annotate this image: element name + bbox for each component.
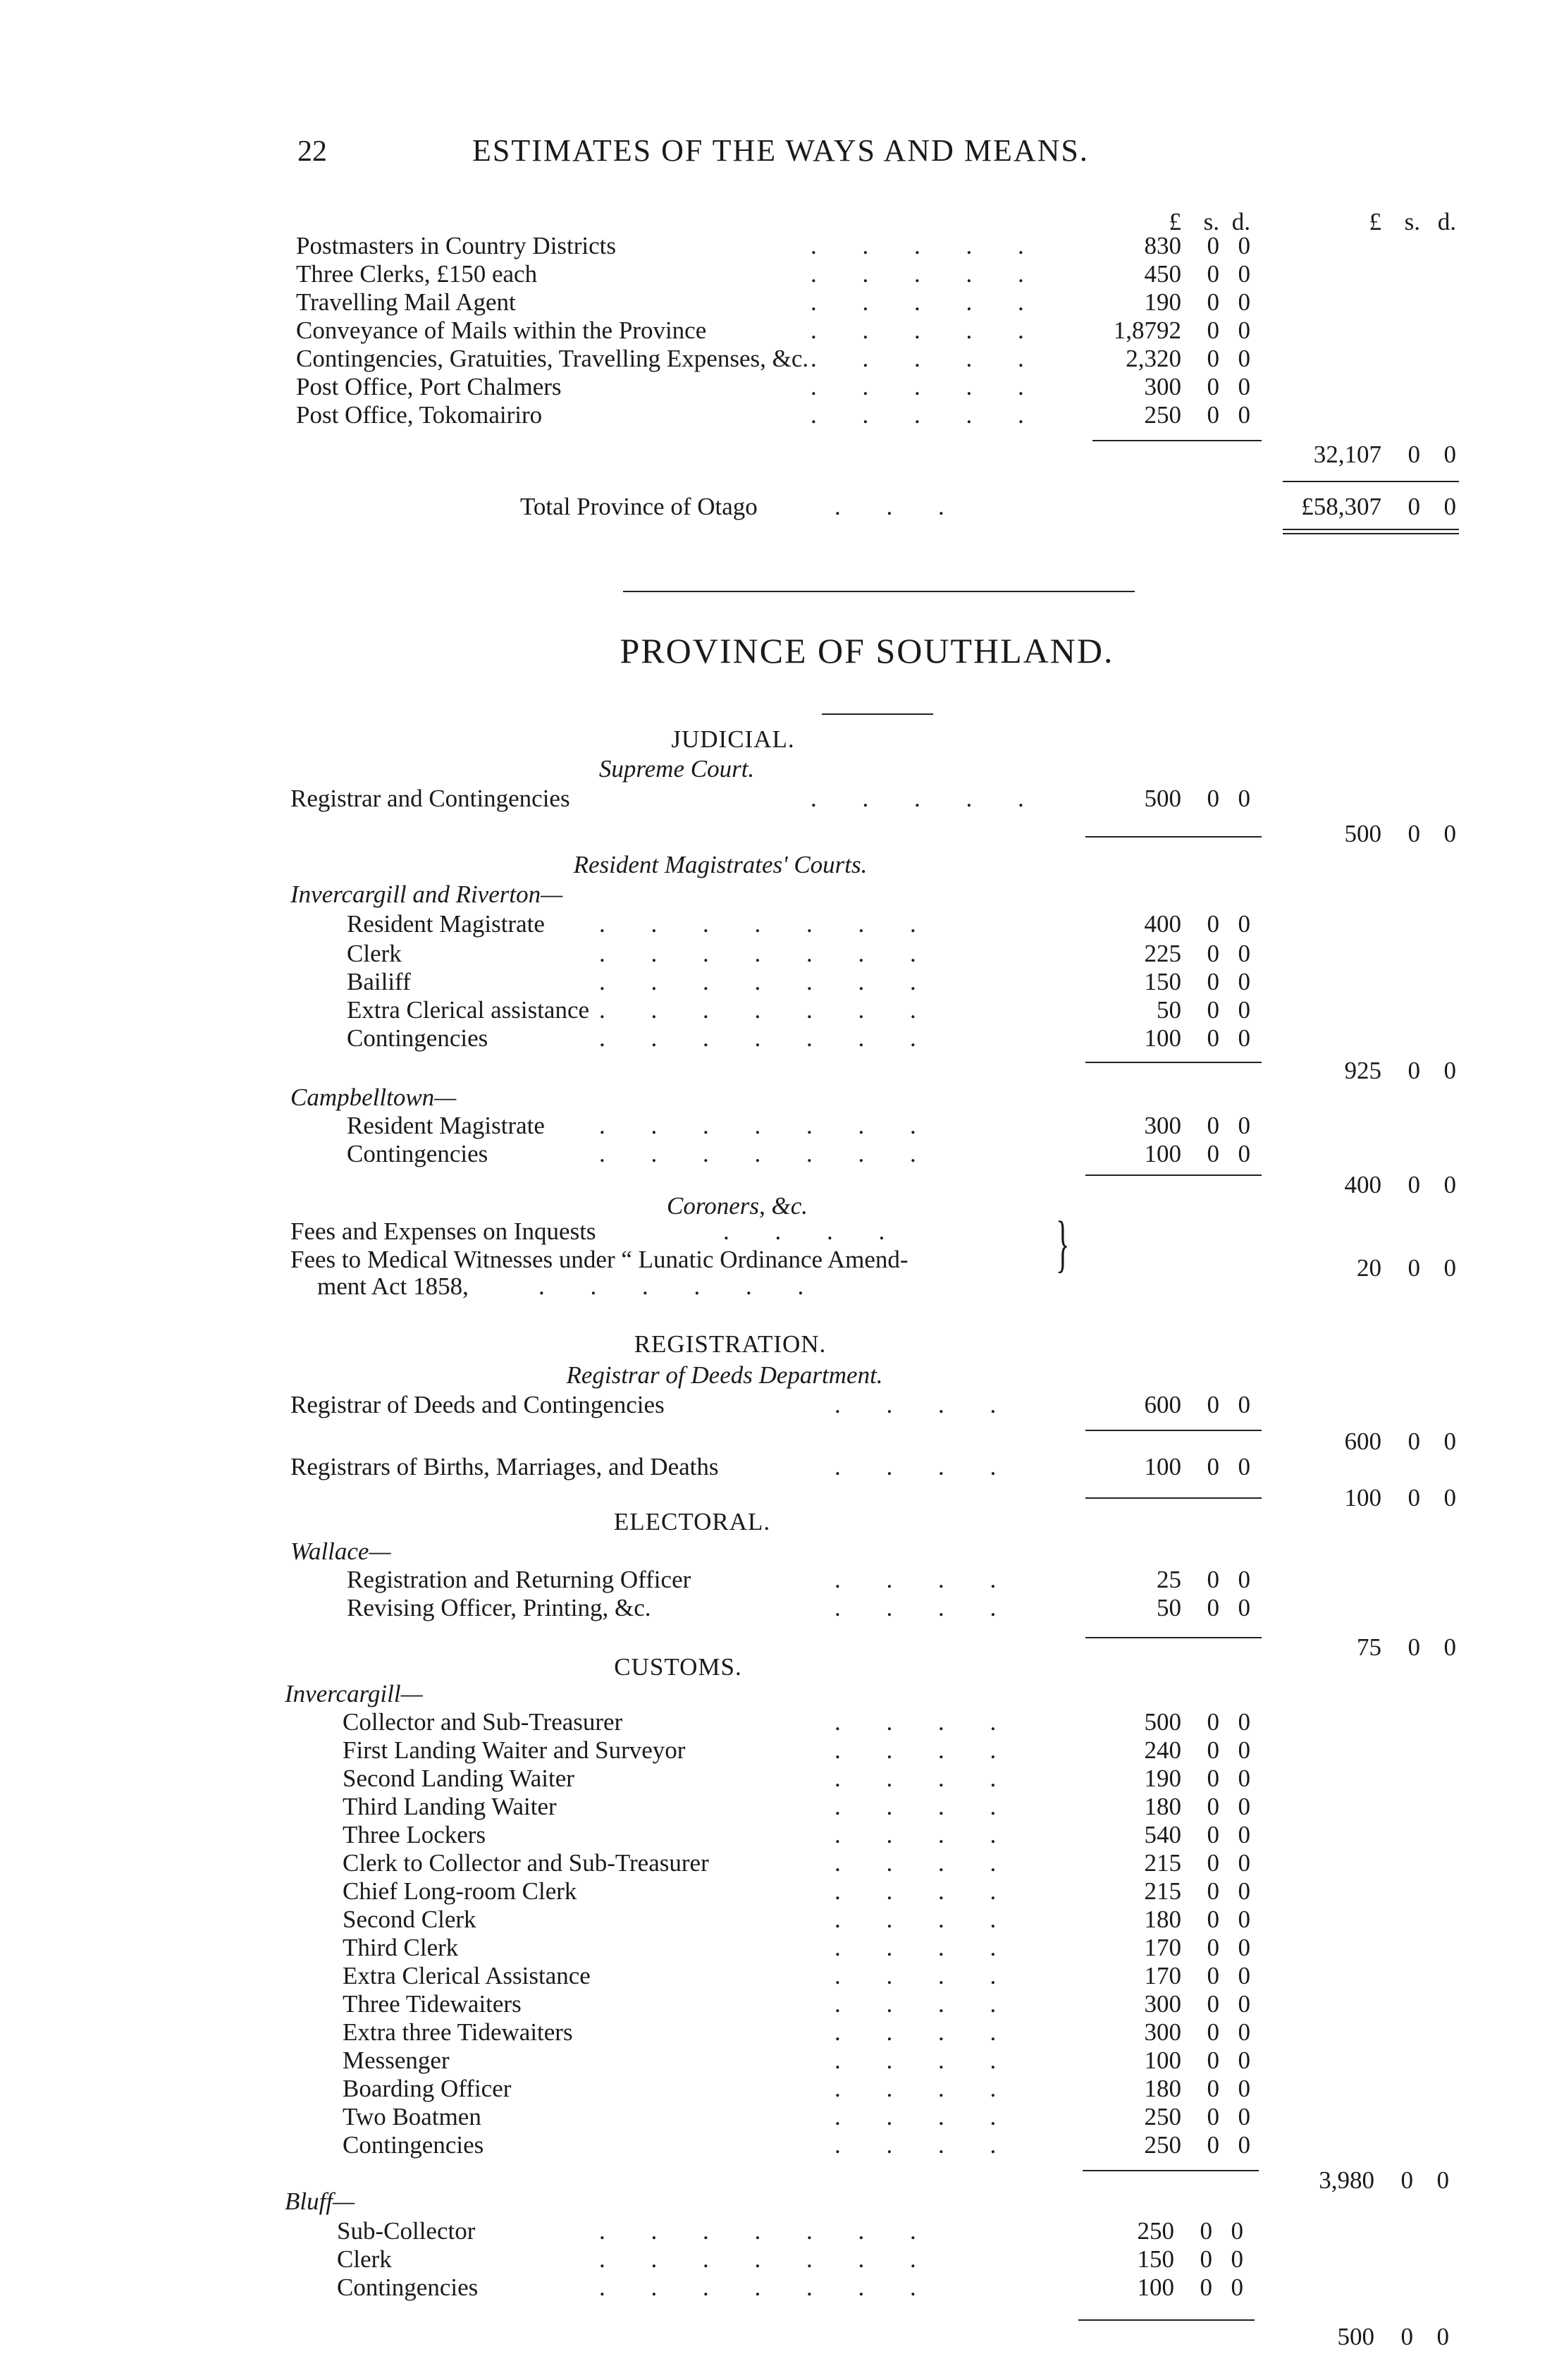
subtotal-rule (1083, 2170, 1259, 2171)
line-item-label: Contingencies, Gratuities, Travelling Expenses, &c. (296, 345, 809, 372)
leader-dots: . . . . . . . (599, 968, 916, 995)
leader-dots: . . . . . . (538, 1272, 804, 1300)
line-item-pounds: 225 (1144, 940, 1181, 967)
otago-subtotal-shillings: 0 (1408, 441, 1420, 468)
line-item-label: Postmasters in Country Districts (296, 232, 617, 259)
subtotal-rule (1085, 1174, 1262, 1176)
line-item-pounds: 240 (1144, 1736, 1181, 1764)
line-item-label: Contingencies (337, 2274, 479, 2301)
line-item-label: Second Landing Waiter (343, 1765, 574, 1792)
leader-dots: . . . . (834, 1708, 997, 1736)
line-item-pounds: 300 (1144, 2018, 1181, 2046)
line-item-pence: 0 (1238, 1934, 1250, 1961)
short-rule (822, 713, 933, 715)
leader-dots: . . . . (834, 1736, 997, 1764)
line-item-pence: 0 (1238, 288, 1250, 316)
line-item-label: Chief Long-room Clerk (343, 1877, 577, 1905)
total-rule (1283, 481, 1459, 482)
leader-dots: . . . . (834, 1594, 997, 1621)
line-item-shillings: 0 (1207, 968, 1219, 995)
section-heading: CUSTOMS. (614, 1653, 742, 1681)
line-item-pounds: 250 (1144, 2103, 1181, 2130)
line-item-pounds: 100 (1144, 1024, 1181, 1052)
leader-dots: . . . . (834, 2131, 997, 2159)
line-item-shillings: 0 (1207, 1140, 1219, 1167)
line-item-pounds: 25 (1157, 1566, 1181, 1593)
line-item-label: Contingencies (347, 1140, 488, 1167)
header-shilling: s. (1203, 208, 1219, 235)
line-item-pounds: 170 (1144, 1934, 1181, 1961)
line-item-pence: 0 (1238, 2047, 1250, 2074)
line-item-shillings: 0 (1200, 2274, 1212, 2301)
leader-dots: . . . . (723, 1217, 885, 1245)
line-item-pence: 0 (1238, 1594, 1250, 1621)
line-item-shillings: 0 (1207, 260, 1219, 288)
line-item-label: Extra Clerical assistance (347, 996, 590, 1024)
line-item-label: Post Office, Tokomairiro (296, 401, 543, 429)
subtotal-rule (1085, 1430, 1262, 1431)
line-item-shillings: 0 (1207, 1391, 1219, 1418)
total-label: Total Province of Otago (520, 493, 758, 520)
leader-dots: . . . . . . . (599, 940, 916, 967)
line-item-shillings: 0 (1200, 2217, 1212, 2245)
subsection-heading: Resident Magistrates' Courts. (573, 851, 868, 878)
line-item-label: Fees and Expenses on Inquests (290, 1217, 596, 1245)
district-total-pence: 0 (1443, 1171, 1456, 1198)
line-item-pence: 0 (1238, 1962, 1250, 1989)
line-item-shillings: 0 (1207, 2018, 1219, 2046)
line-item-label: Third Landing Waiter (343, 1793, 557, 1820)
line-item-pence: 0 (1238, 317, 1250, 344)
subtotal-rule (1078, 2319, 1255, 2321)
line-item-pounds: 180 (1144, 1906, 1181, 1933)
line-item-pounds: 50 (1157, 996, 1181, 1024)
line-item-shillings: 0 (1200, 2245, 1212, 2273)
coroners-total-shillings: 0 (1408, 1254, 1420, 1282)
line-item-label: Bailiff (347, 968, 411, 995)
line-item-pence: 0 (1238, 968, 1250, 995)
total-double-rule (1283, 529, 1459, 534)
line-item-shillings: 0 (1207, 1962, 1219, 1989)
header-shilling: s. (1404, 208, 1420, 235)
line-item-pounds: 540 (1144, 1821, 1181, 1848)
line-item-shillings: 0 (1207, 345, 1219, 372)
line-item-shillings: 0 (1207, 1821, 1219, 1848)
district-total-shillings: 0 (1408, 1057, 1420, 1084)
line-item-pence: 0 (1238, 785, 1250, 812)
line-item-pence: 0 (1238, 1140, 1250, 1167)
line-item-shillings: 0 (1207, 288, 1219, 316)
line-item-shillings: 0 (1207, 232, 1219, 259)
line-item-pence: 0 (1238, 1391, 1250, 1418)
leader-dots: . . . . . . . (599, 1140, 916, 1167)
header-pence: d. (1231, 208, 1250, 235)
line-item-label: Sub-Collector (337, 2217, 476, 2245)
section-heading: ELECTORAL. (613, 1508, 771, 1535)
leader-dots: . . . . . . . (599, 1112, 916, 1139)
customs-invercargill-total-pence: 0 (1436, 2166, 1449, 2194)
line-item-pence: 0 (1231, 2217, 1243, 2245)
line-item-shillings: 0 (1207, 1765, 1219, 1792)
total-shillings: 0 (1408, 820, 1420, 847)
district-heading: Invercargill— (285, 1680, 423, 1707)
leader-dots: . . . . . (811, 232, 1024, 259)
line-item-pence: 0 (1238, 2075, 1250, 2102)
otago-total-shillings: 0 (1408, 493, 1420, 520)
total-shillings: 0 (1408, 1428, 1420, 1455)
subtotal-rule (1085, 1497, 1262, 1499)
subtotal-rule (1085, 836, 1262, 838)
section-heading: JUDICIAL. (671, 725, 795, 753)
header-pound: £ (1169, 208, 1181, 235)
leader-dots: . . . . (834, 1877, 997, 1905)
line-item-shillings: 0 (1207, 1906, 1219, 1933)
line-item-shillings: 0 (1207, 1112, 1219, 1139)
leader-dots: . . . . (834, 1849, 997, 1877)
line-item-label: Collector and Sub-Treasurer (343, 1708, 623, 1736)
line-item-shillings: 0 (1207, 996, 1219, 1024)
line-item-shillings: 0 (1207, 1453, 1219, 1480)
leader-dots: . . . . (834, 1391, 997, 1418)
leader-dots: . . . . (834, 2103, 997, 2130)
line-item-pounds: 250 (1144, 401, 1181, 429)
district-total-pounds: 400 (1344, 1171, 1381, 1198)
customs-invercargill-total-pounds: 3,980 (1319, 2166, 1374, 2194)
line-item-label: Extra three Tidewaiters (343, 2018, 573, 2046)
leader-dots: . . . . . (811, 317, 1024, 344)
line-item-shillings: 0 (1207, 2131, 1219, 2159)
line-item-pounds: 180 (1144, 1793, 1181, 1820)
line-item-pounds: 600 (1144, 1391, 1181, 1418)
leader-dots: . . . . . . . (599, 910, 916, 938)
coroners-total-pounds: 20 (1357, 1254, 1381, 1282)
leader-dots: . . . . (834, 1566, 997, 1593)
leader-dots: . . . . . . . (599, 996, 916, 1024)
line-item-label: Boarding Officer (343, 2075, 512, 2102)
line-item-pence: 0 (1238, 1821, 1250, 1848)
total-pounds: 600 (1344, 1428, 1381, 1455)
line-item-pounds: 170 (1144, 1962, 1181, 1989)
line-item-label: Contingencies (347, 1024, 488, 1052)
customs-bluff-total-pence: 0 (1436, 2323, 1449, 2350)
line-item-pence: 0 (1238, 2131, 1250, 2159)
line-item-label: Three Clerks, £150 each (296, 260, 538, 288)
leader-dots: . . . . (834, 2075, 997, 2102)
subtotal-rule (1085, 1062, 1262, 1063)
total-pounds: 500 (1344, 820, 1381, 847)
line-item-pounds: 190 (1144, 288, 1181, 316)
leader-dots: . . . . . . . (599, 2274, 916, 2301)
customs-bluff-total-shillings: 0 (1400, 2323, 1413, 2350)
line-item-shillings: 0 (1207, 1708, 1219, 1736)
line-item-pence: 0 (1238, 1877, 1250, 1905)
line-item-pence: 0 (1238, 2018, 1250, 2046)
otago-total-pence: 0 (1443, 493, 1456, 520)
line-item-pounds: 500 (1144, 785, 1181, 812)
line-item-pence: 0 (1238, 401, 1250, 429)
subtotal-rule (1092, 440, 1262, 441)
leader-dots: . . . . . . . (599, 2217, 916, 2245)
line-item-label: Resident Magistrate (347, 910, 545, 938)
district-total-shillings: 0 (1408, 1171, 1420, 1198)
line-item-pence: 0 (1238, 1736, 1250, 1764)
line-item-label: Contingencies (343, 2131, 484, 2159)
line-item-shillings: 0 (1207, 1877, 1219, 1905)
total-pence: 0 (1443, 820, 1456, 847)
district-heading: Campbelltown— (290, 1084, 457, 1111)
leader-dots: . . . . . (811, 401, 1024, 429)
line-item-pounds: 100 (1144, 2047, 1181, 2074)
line-item-label: Post Office, Port Chalmers (296, 373, 562, 400)
customs-invercargill-total-shillings: 0 (1400, 2166, 1413, 2194)
line-item-pounds: 300 (1144, 1990, 1181, 2018)
province-title: PROVINCE OF SOUTHLAND. (620, 631, 1114, 670)
leader-dots: . . . . (834, 1793, 997, 1820)
line-item-pounds: 250 (1137, 2217, 1174, 2245)
line-item-shillings: 0 (1207, 317, 1219, 344)
subsection-heading: Supreme Court. (598, 755, 755, 783)
district-total-pounds: 925 (1344, 1057, 1381, 1084)
line-item-shillings: 0 (1207, 2047, 1219, 2074)
line-item-pounds: 215 (1144, 1877, 1181, 1905)
header-pound: £ (1369, 208, 1381, 235)
line-item-shillings: 0 (1207, 785, 1219, 812)
line-item-label: ment Act 1858, (317, 1272, 469, 1300)
subsection-heading: Registrar of Deeds Department. (566, 1361, 883, 1389)
line-item-label: Travelling Mail Agent (296, 288, 516, 316)
electoral-total-shillings: 0 (1408, 1633, 1420, 1661)
leader-dots: . . . . (834, 1821, 997, 1848)
header-pence: d. (1437, 208, 1456, 235)
otago-total-pounds: £58,307 (1301, 493, 1381, 520)
line-item-label: Registration and Returning Officer (347, 1566, 691, 1593)
line-item-shillings: 0 (1207, 2103, 1219, 2130)
page-number: 22 (297, 135, 327, 168)
line-item-label: First Landing Waiter and Surveyor (343, 1736, 686, 1764)
total-pounds: 100 (1344, 1484, 1381, 1511)
total-pence: 0 (1443, 1428, 1456, 1455)
line-item-pounds: 300 (1144, 373, 1181, 400)
line-item-shillings: 0 (1207, 1566, 1219, 1593)
line-item-pence: 0 (1238, 373, 1250, 400)
leader-dots: . . . . . (811, 260, 1024, 288)
line-item-label: Conveyance of Mails within the Province (296, 317, 707, 344)
line-item-pounds: 100 (1137, 2274, 1174, 2301)
line-item-pence: 0 (1238, 1793, 1250, 1820)
otago-subtotal-pence: 0 (1443, 441, 1456, 468)
leader-dots: . . . . . (811, 785, 1024, 812)
line-item-pence: 0 (1238, 232, 1250, 259)
leader-dots: . . . . . . . (599, 1024, 916, 1052)
leader-dots: . . . . . (811, 373, 1024, 400)
line-item-shillings: 0 (1207, 940, 1219, 967)
line-item-pence: 0 (1238, 1765, 1250, 1792)
section-divider (623, 591, 1135, 592)
line-item-pence: 0 (1238, 910, 1250, 938)
line-item-label: Clerk to Collector and Sub-Treasurer (343, 1849, 709, 1877)
line-item-label: Three Lockers (343, 1821, 486, 1848)
line-item-pence: 0 (1231, 2245, 1243, 2273)
line-item-pence: 0 (1238, 1024, 1250, 1052)
line-item-label: Resident Magistrate (347, 1112, 545, 1139)
line-item-label: Third Clerk (343, 1934, 459, 1961)
line-item-label: Clerk (347, 940, 402, 967)
line-item-pence: 0 (1238, 2103, 1250, 2130)
coroners-total-pence: 0 (1443, 1254, 1456, 1282)
page-title: ESTIMATES OF THE WAYS AND MEANS. (472, 133, 1089, 168)
line-item-shillings: 0 (1207, 1024, 1219, 1052)
leader-dots: . . . . (834, 2047, 997, 2074)
district-heading: Invercargill and Riverton— (290, 881, 563, 908)
line-item-pounds: 1,8792 (1113, 317, 1181, 344)
line-item-pounds: 150 (1137, 2245, 1174, 2273)
brace: } (1056, 1209, 1070, 1279)
line-item-pounds: 830 (1144, 232, 1181, 259)
subsection-heading: Coroners, &c. (667, 1192, 808, 1220)
line-item-shillings: 0 (1207, 373, 1219, 400)
line-item-label: Registrar of Deeds and Contingencies (290, 1391, 665, 1418)
line-item-pence: 0 (1238, 1708, 1250, 1736)
leader-dots: . . . . (834, 1990, 997, 2018)
line-item-label: Registrars of Births, Marriages, and Deaths (290, 1453, 719, 1480)
line-item-pounds: 150 (1144, 968, 1181, 995)
line-item-pounds: 250 (1144, 2131, 1181, 2159)
electoral-total-pence: 0 (1443, 1633, 1456, 1661)
line-item-pounds: 450 (1144, 260, 1181, 288)
line-item-label: Messenger (343, 2047, 450, 2074)
line-item-shillings: 0 (1207, 2075, 1219, 2102)
line-item-pounds: 100 (1144, 1140, 1181, 1167)
line-item-pounds: 100 (1144, 1453, 1181, 1480)
line-item-pounds: 50 (1157, 1594, 1181, 1621)
leader-dots: . . . . (834, 1453, 997, 1480)
line-item-shillings: 0 (1207, 1736, 1219, 1764)
line-item-pence: 0 (1238, 260, 1250, 288)
line-item-shillings: 0 (1207, 1793, 1219, 1820)
line-item-pence: 0 (1238, 1112, 1250, 1139)
line-item-label: Clerk (337, 2245, 392, 2273)
leader-dots: . . . . (834, 2018, 997, 2046)
line-item-pence: 0 (1238, 345, 1250, 372)
total-shillings: 0 (1408, 1484, 1420, 1511)
line-item-shillings: 0 (1207, 401, 1219, 429)
total-pence: 0 (1443, 1484, 1456, 1511)
line-item-label: Three Tidewaiters (343, 1990, 522, 2018)
electoral-total-pounds: 75 (1357, 1633, 1381, 1661)
leader-dots: . . . . (834, 1765, 997, 1792)
line-item-pounds: 500 (1144, 1708, 1181, 1736)
line-item-label: Two Boatmen (343, 2103, 481, 2130)
line-item-label: Revising Officer, Printing, &c. (347, 1594, 651, 1621)
line-item-label: Registrar and Contingencies (290, 785, 570, 812)
line-item-pence: 0 (1238, 1566, 1250, 1593)
line-item-shillings: 0 (1207, 910, 1219, 938)
line-item-pence: 0 (1238, 1849, 1250, 1877)
leader-dots: . . . . . . . (599, 2245, 916, 2273)
subtotal-rule (1085, 1637, 1262, 1638)
line-item-pence: 0 (1231, 2274, 1243, 2301)
line-item-pence: 0 (1238, 1453, 1250, 1480)
line-item-label: Extra Clerical Assistance (343, 1962, 591, 1989)
line-item-pounds: 190 (1144, 1765, 1181, 1792)
line-item-pence: 0 (1238, 1906, 1250, 1933)
line-item-pounds: 400 (1144, 910, 1181, 938)
line-item-shillings: 0 (1207, 1594, 1219, 1621)
line-item-pounds: 180 (1144, 2075, 1181, 2102)
line-item-pence: 0 (1238, 996, 1250, 1024)
line-item-pounds: 215 (1144, 1849, 1181, 1877)
district-heading: Wallace— (290, 1538, 391, 1565)
line-item-pounds: 300 (1144, 1112, 1181, 1139)
line-item-shillings: 0 (1207, 1849, 1219, 1877)
leader-dots: . . . . (834, 1906, 997, 1933)
line-item-pence: 0 (1238, 1990, 1250, 2018)
line-item-shillings: 0 (1207, 1934, 1219, 1961)
customs-bluff-total-pounds: 500 (1337, 2323, 1374, 2350)
line-item-label: Second Clerk (343, 1906, 476, 1933)
leader-dots: . . . . . (811, 345, 1024, 372)
line-item-pounds: 2,320 (1126, 345, 1181, 372)
district-heading: Bluff— (285, 2188, 355, 2215)
line-item-label: Fees to Medical Witnesses under “ Lunatic Ordinance Amend- (290, 1246, 909, 1273)
section-heading: REGISTRATION. (634, 1330, 827, 1358)
otago-subtotal-pounds: 32,107 (1313, 441, 1381, 468)
leader-dots: . . . . (834, 1934, 997, 1961)
leader-dots: . . . . (834, 1962, 997, 1989)
leader-dots: . . . . . (811, 288, 1024, 316)
leader-dots: . . . (834, 493, 944, 520)
line-item-pence: 0 (1238, 940, 1250, 967)
line-item-shillings: 0 (1207, 1990, 1219, 2018)
district-total-pence: 0 (1443, 1057, 1456, 1084)
